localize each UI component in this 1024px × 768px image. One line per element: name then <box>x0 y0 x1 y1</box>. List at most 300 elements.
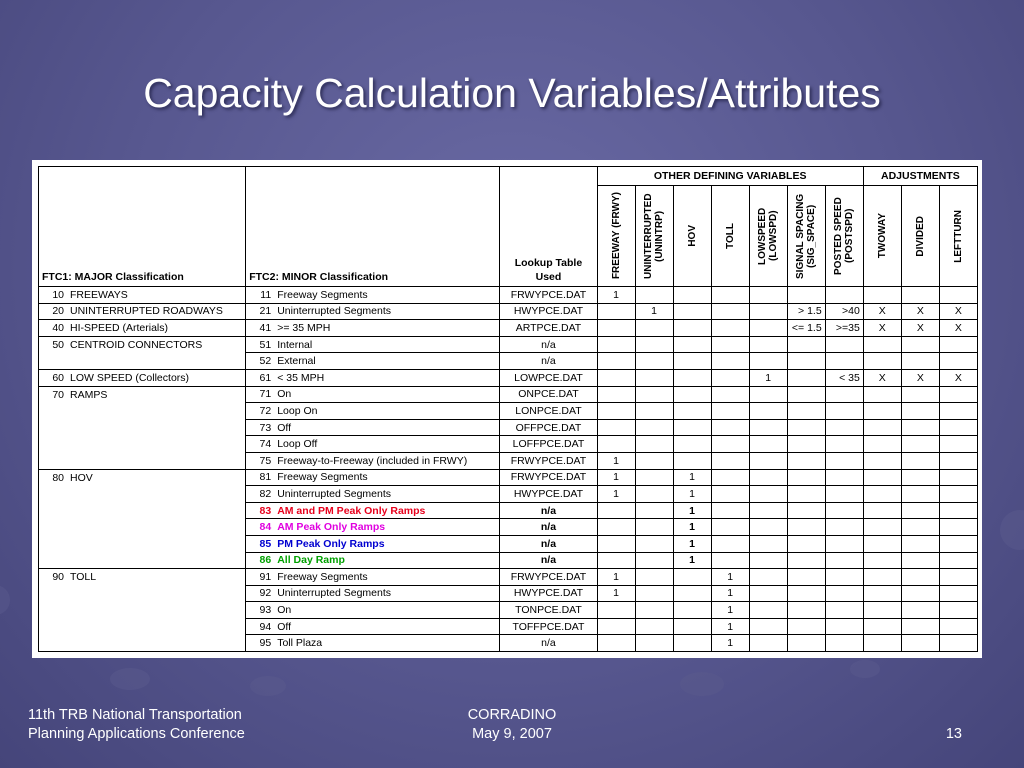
header-signal-spacing: SIGNAL SPACING (SIG_SPACE) <box>787 186 825 287</box>
value-cell-unin <box>635 469 673 486</box>
value-cell-lows <box>749 469 787 486</box>
value-cell-left <box>939 535 977 552</box>
header-toll: TOLL <box>711 186 749 287</box>
table-panel <box>32 160 982 658</box>
background-decoration <box>0 585 10 615</box>
value-cell-sig: > 1.5 <box>787 303 825 320</box>
value-cell-two <box>863 535 901 552</box>
value-cell-lows <box>749 386 787 403</box>
page-number: 13 <box>945 726 962 742</box>
value-cell-sig <box>787 419 825 436</box>
value-cell-hov: 1 <box>673 535 711 552</box>
value-cell-unin <box>635 519 673 536</box>
value-cell-left <box>939 419 977 436</box>
ftc2-code: 75 <box>259 454 272 467</box>
value-cell-unin <box>635 552 673 569</box>
ftc2-name: External <box>277 355 316 368</box>
value-cell-lows <box>749 618 787 635</box>
ftc2-code: 73 <box>259 421 272 434</box>
ftc2-cell <box>246 502 500 519</box>
value-cell-two <box>863 552 901 569</box>
value-cell-post <box>825 618 863 635</box>
value-cell-left <box>939 519 977 536</box>
value-cell-toll <box>711 486 749 503</box>
value-cell-unin <box>635 287 673 304</box>
value-cell-left <box>939 336 977 353</box>
value-cell-post <box>825 336 863 353</box>
table-row <box>39 403 978 420</box>
value-cell-div <box>901 602 939 619</box>
footer-conference-line2: Planning Applications Conference <box>28 726 245 742</box>
ftc2-code: 93 <box>259 604 272 617</box>
value-cell-toll: 1 <box>711 635 749 652</box>
table-row <box>39 552 978 569</box>
slide-title: Capacity Calculation Variables/Attributes <box>143 70 881 116</box>
ftc1-name: RAMPS <box>70 388 108 401</box>
value-cell-unin <box>635 486 673 503</box>
lookup-cell: ARTPCE.DAT <box>500 320 597 337</box>
ftc2-cell <box>246 486 500 503</box>
lookup-cell: LONPCE.DAT <box>500 403 597 420</box>
value-cell-hov: 1 <box>673 519 711 536</box>
value-cell-sig <box>787 635 825 652</box>
table-row <box>39 535 978 552</box>
value-cell-sig <box>787 552 825 569</box>
value-cell-unin <box>635 535 673 552</box>
footer-company: CORRADINO <box>467 707 557 723</box>
ftc2-code: 41 <box>259 321 272 334</box>
value-cell-unin <box>635 618 673 635</box>
lookup-cell: HWYPCE.DAT <box>500 486 597 503</box>
lookup-cell: n/a <box>500 519 597 536</box>
ftc2-code: 95 <box>259 637 272 650</box>
ftc2-name: Uninterrupted Segments <box>277 487 392 500</box>
ftc1-cell <box>39 535 246 552</box>
value-cell-post <box>825 552 863 569</box>
value-cell-toll <box>711 469 749 486</box>
value-cell-sig <box>787 618 825 635</box>
value-cell-toll <box>711 353 749 370</box>
value-cell-unin <box>635 436 673 453</box>
value-cell-sig <box>787 403 825 420</box>
value-cell-hov: 1 <box>673 469 711 486</box>
background-decoration <box>680 672 724 696</box>
value-cell-unin <box>635 419 673 436</box>
value-cell-div: X <box>901 369 939 386</box>
value-cell-sig <box>787 585 825 602</box>
value-cell-frwy <box>597 552 635 569</box>
ftc1-code: 80 <box>52 471 64 484</box>
ftc1-name: CENTROID CONNECTORS <box>70 338 203 351</box>
value-cell-left <box>939 486 977 503</box>
value-cell-lows <box>749 287 787 304</box>
value-cell-toll: 1 <box>711 585 749 602</box>
value-cell-unin: 1 <box>635 303 673 320</box>
value-cell-div <box>901 535 939 552</box>
ftc1-cell <box>39 320 246 337</box>
lookup-cell: FRWYPCE.DAT <box>500 469 597 486</box>
value-cell-frwy: 1 <box>597 452 635 469</box>
ftc1-cell <box>39 419 246 436</box>
value-cell-left <box>939 287 977 304</box>
ftc1-cell <box>39 486 246 503</box>
value-cell-div <box>901 452 939 469</box>
value-cell-hov <box>673 602 711 619</box>
ftc2-code: 85 <box>259 537 272 550</box>
ftc1-cell <box>39 618 246 635</box>
value-cell-unin <box>635 502 673 519</box>
value-cell-lows <box>749 403 787 420</box>
lookup-cell: FRWYPCE.DAT <box>500 569 597 586</box>
table-row <box>39 419 978 436</box>
value-cell-sig: <= 1.5 <box>787 320 825 337</box>
value-cell-frwy: 1 <box>597 585 635 602</box>
ftc2-name: Internal <box>277 338 313 351</box>
ftc2-name: Toll Plaza <box>277 637 323 650</box>
ftc2-cell <box>246 635 500 652</box>
value-cell-two <box>863 452 901 469</box>
value-cell-div <box>901 502 939 519</box>
ftc2-cell <box>246 469 500 486</box>
value-cell-post <box>825 535 863 552</box>
value-cell-post <box>825 436 863 453</box>
value-cell-hov <box>673 386 711 403</box>
value-cell-frwy <box>597 320 635 337</box>
ftc2-name: Freeway Segments <box>277 471 368 484</box>
value-cell-toll <box>711 452 749 469</box>
ftc2-cell <box>246 602 500 619</box>
value-cell-hov <box>673 436 711 453</box>
value-cell-lows <box>749 353 787 370</box>
value-cell-hov <box>673 303 711 320</box>
value-cell-lows <box>749 602 787 619</box>
header-group-adjustments: ADJUSTMENTS <box>863 167 977 186</box>
ftc2-cell <box>246 585 500 602</box>
header-divided: DIVIDED <box>901 186 939 287</box>
value-cell-left <box>939 403 977 420</box>
ftc1-cell <box>39 336 246 353</box>
ftc2-name: Uninterrupted Segments <box>277 587 392 600</box>
value-cell-two <box>863 436 901 453</box>
value-cell-hov <box>673 569 711 586</box>
background-decoration <box>1000 510 1024 550</box>
footer-left <box>28 706 245 744</box>
value-cell-lows <box>749 569 787 586</box>
ftc1-cell <box>39 519 246 536</box>
value-cell-unin <box>635 635 673 652</box>
value-cell-post <box>825 486 863 503</box>
table-row <box>39 635 978 652</box>
ftc1-name: TOLL <box>70 571 97 584</box>
value-cell-div <box>901 336 939 353</box>
value-cell-post: >=35 <box>825 320 863 337</box>
ftc2-code: 72 <box>259 404 272 417</box>
lookup-cell: FRWYPCE.DAT <box>500 287 597 304</box>
table-row <box>39 287 978 304</box>
value-cell-frwy <box>597 602 635 619</box>
value-cell-sig <box>787 336 825 353</box>
value-cell-post <box>825 403 863 420</box>
value-cell-toll: 1 <box>711 618 749 635</box>
ftc2-name: Off <box>277 421 291 434</box>
value-cell-post <box>825 602 863 619</box>
value-cell-unin <box>635 386 673 403</box>
ftc2-code: 51 <box>259 338 272 351</box>
value-cell-sig <box>787 502 825 519</box>
value-cell-toll <box>711 303 749 320</box>
value-cell-lows <box>749 486 787 503</box>
ftc1-cell <box>39 602 246 619</box>
value-cell-sig <box>787 436 825 453</box>
ftc2-cell <box>246 519 500 536</box>
value-cell-two <box>863 336 901 353</box>
value-cell-post <box>825 585 863 602</box>
value-cell-post <box>825 635 863 652</box>
value-cell-hov <box>673 635 711 652</box>
value-cell-two <box>863 287 901 304</box>
lookup-cell: n/a <box>500 635 597 652</box>
ftc2-name: Loop Off <box>277 438 318 451</box>
value-cell-frwy: 1 <box>597 469 635 486</box>
ftc1-code: 90 <box>52 571 64 584</box>
value-cell-lows: 1 <box>749 369 787 386</box>
value-cell-lows <box>749 502 787 519</box>
value-cell-left: X <box>939 320 977 337</box>
value-cell-left <box>939 635 977 652</box>
ftc2-name: Freeway Segments <box>277 288 368 301</box>
value-cell-div <box>901 353 939 370</box>
ftc2-code: 21 <box>259 305 272 318</box>
ftc1-cell <box>39 502 246 519</box>
ftc2-code: 81 <box>259 471 272 484</box>
value-cell-post <box>825 469 863 486</box>
value-cell-frwy <box>597 436 635 453</box>
value-cell-frwy <box>597 535 635 552</box>
value-cell-frwy <box>597 336 635 353</box>
value-cell-toll <box>711 502 749 519</box>
ftc1-cell <box>39 386 246 403</box>
lookup-cell: TOFFPCE.DAT <box>500 618 597 635</box>
value-cell-frwy: 1 <box>597 287 635 304</box>
value-cell-two <box>863 403 901 420</box>
value-cell-post <box>825 353 863 370</box>
value-cell-lows <box>749 585 787 602</box>
value-cell-toll <box>711 320 749 337</box>
value-cell-sig <box>787 287 825 304</box>
ftc2-name: PM Peak Only Ramps <box>277 537 385 550</box>
header-uninterrupted: UNINTERRUPTED (UNINTRP) <box>635 186 673 287</box>
ftc1-code: 50 <box>52 338 64 351</box>
value-cell-hov <box>673 452 711 469</box>
value-cell-unin <box>635 369 673 386</box>
value-cell-div <box>901 287 939 304</box>
value-cell-div <box>901 635 939 652</box>
ftc2-code: 94 <box>259 620 272 633</box>
value-cell-lows <box>749 452 787 469</box>
table-row <box>39 602 978 619</box>
value-cell-frwy <box>597 618 635 635</box>
value-cell-sig <box>787 486 825 503</box>
ftc1-code: 20 <box>52 305 64 318</box>
ftc2-cell <box>246 386 500 403</box>
value-cell-lows <box>749 519 787 536</box>
value-cell-hov <box>673 419 711 436</box>
ftc2-code: 84 <box>259 521 272 534</box>
ftc2-cell <box>246 552 500 569</box>
value-cell-two <box>863 419 901 436</box>
ftc1-code: 40 <box>52 321 64 334</box>
table-row <box>39 452 978 469</box>
ftc1-code: 10 <box>52 288 64 301</box>
header-posted-speed: POSTED SPEED (POSTSPD) <box>825 186 863 287</box>
table-row <box>39 353 978 370</box>
ftc2-cell <box>246 369 500 386</box>
value-cell-hov: 1 <box>673 552 711 569</box>
value-cell-lows <box>749 419 787 436</box>
ftc2-code: 61 <box>259 371 272 384</box>
ftc2-name: Loop On <box>277 404 318 417</box>
value-cell-toll <box>711 287 749 304</box>
value-cell-left <box>939 585 977 602</box>
lookup-cell: HWYPCE.DAT <box>500 585 597 602</box>
ftc2-name: On <box>277 388 292 401</box>
ftc2-cell <box>246 618 500 635</box>
ftc2-cell <box>246 353 500 370</box>
ftc2-code: 92 <box>259 587 272 600</box>
ftc2-code: 74 <box>259 438 272 451</box>
value-cell-toll <box>711 403 749 420</box>
lookup-cell: HWYPCE.DAT <box>500 303 597 320</box>
table-row <box>39 486 978 503</box>
value-cell-left <box>939 452 977 469</box>
ftc2-code: 71 <box>259 388 272 401</box>
ftc2-name: Freeway-to-Freeway (included in FRWY) <box>277 454 468 467</box>
ftc2-name: Freeway Segments <box>277 570 368 583</box>
value-cell-toll <box>711 419 749 436</box>
value-cell-unin <box>635 320 673 337</box>
value-cell-toll <box>711 369 749 386</box>
ftc1-name: HOV <box>70 471 93 484</box>
value-cell-lows <box>749 303 787 320</box>
table-body <box>39 287 978 652</box>
value-cell-toll: 1 <box>711 602 749 619</box>
value-cell-sig <box>787 353 825 370</box>
ftc2-name: All Day Ramp <box>277 554 345 567</box>
value-cell-sig <box>787 369 825 386</box>
value-cell-hov <box>673 618 711 635</box>
value-cell-hov <box>673 403 711 420</box>
table-row <box>39 369 978 386</box>
value-cell-lows <box>749 336 787 353</box>
lookup-cell: ONPCE.DAT <box>500 386 597 403</box>
value-cell-frwy <box>597 419 635 436</box>
header-lookup-line2: Used <box>535 271 562 283</box>
value-cell-left <box>939 602 977 619</box>
ftc1-cell <box>39 635 246 652</box>
value-cell-div <box>901 419 939 436</box>
value-cell-two <box>863 486 901 503</box>
ftc1-name: FREEWAYS <box>70 288 128 301</box>
value-cell-two <box>863 469 901 486</box>
value-cell-toll: 1 <box>711 569 749 586</box>
value-cell-two <box>863 585 901 602</box>
lookup-cell: n/a <box>500 502 597 519</box>
ftc2-cell <box>246 569 500 586</box>
footer-date: May 9, 2007 <box>472 726 552 742</box>
value-cell-left: X <box>939 369 977 386</box>
value-cell-div <box>901 519 939 536</box>
header-leftturn: LEFTTURN <box>939 186 977 287</box>
header-group-other: OTHER DEFINING VARIABLES <box>597 167 863 186</box>
value-cell-two: X <box>863 320 901 337</box>
header-freeway: FREEWAY (FRWY) <box>597 186 635 287</box>
ftc1-name: LOW SPEED (Collectors) <box>70 371 190 384</box>
background-decoration <box>250 676 286 696</box>
value-cell-two <box>863 353 901 370</box>
value-cell-post <box>825 569 863 586</box>
value-cell-hov <box>673 369 711 386</box>
value-cell-post <box>825 452 863 469</box>
value-cell-toll <box>711 436 749 453</box>
value-cell-left <box>939 569 977 586</box>
value-cell-left <box>939 618 977 635</box>
table-row <box>39 502 978 519</box>
table-row <box>39 320 978 337</box>
ftc2-name: >= 35 MPH <box>277 321 331 334</box>
value-cell-lows <box>749 535 787 552</box>
value-cell-div <box>901 403 939 420</box>
header-lookup-line1: Lookup Table <box>514 257 583 269</box>
lookup-cell: n/a <box>500 552 597 569</box>
value-cell-hov <box>673 287 711 304</box>
header-lookup <box>500 167 597 287</box>
value-cell-frwy: 1 <box>597 569 635 586</box>
lookup-cell: OFFPCE.DAT <box>500 419 597 436</box>
value-cell-unin <box>635 585 673 602</box>
value-cell-left <box>939 469 977 486</box>
value-cell-frwy <box>597 403 635 420</box>
value-cell-div <box>901 569 939 586</box>
header-lowspeed: LOWSPEED (LOWSPD) <box>749 186 787 287</box>
value-cell-two <box>863 635 901 652</box>
ftc2-cell <box>246 287 500 304</box>
ftc1-cell <box>39 353 246 370</box>
lookup-cell: n/a <box>500 535 597 552</box>
value-cell-lows <box>749 436 787 453</box>
value-cell-two <box>863 618 901 635</box>
background-decoration <box>850 660 880 678</box>
value-cell-two <box>863 386 901 403</box>
value-cell-unin <box>635 569 673 586</box>
value-cell-sig <box>787 569 825 586</box>
ftc2-name: AM Peak Only Ramps <box>277 521 386 534</box>
ftc1-name: UNINTERRUPTED ROADWAYS <box>70 305 223 318</box>
value-cell-frwy <box>597 502 635 519</box>
header-ftc2: FTC2: MINOR Classification <box>246 167 500 287</box>
footer-conference-line1: 11th TRB National Transportation <box>28 707 242 723</box>
capacity-table <box>38 166 978 652</box>
value-cell-two <box>863 602 901 619</box>
ftc2-code: 82 <box>259 487 272 500</box>
ftc2-cell <box>246 535 500 552</box>
lookup-cell: FRWYPCE.DAT <box>500 452 597 469</box>
background-decoration <box>110 668 150 690</box>
value-cell-frwy <box>597 369 635 386</box>
ftc2-code: 91 <box>259 570 272 583</box>
ftc2-code: 86 <box>259 554 272 567</box>
lookup-cell: LOWPCE.DAT <box>500 369 597 386</box>
value-cell-frwy <box>597 386 635 403</box>
